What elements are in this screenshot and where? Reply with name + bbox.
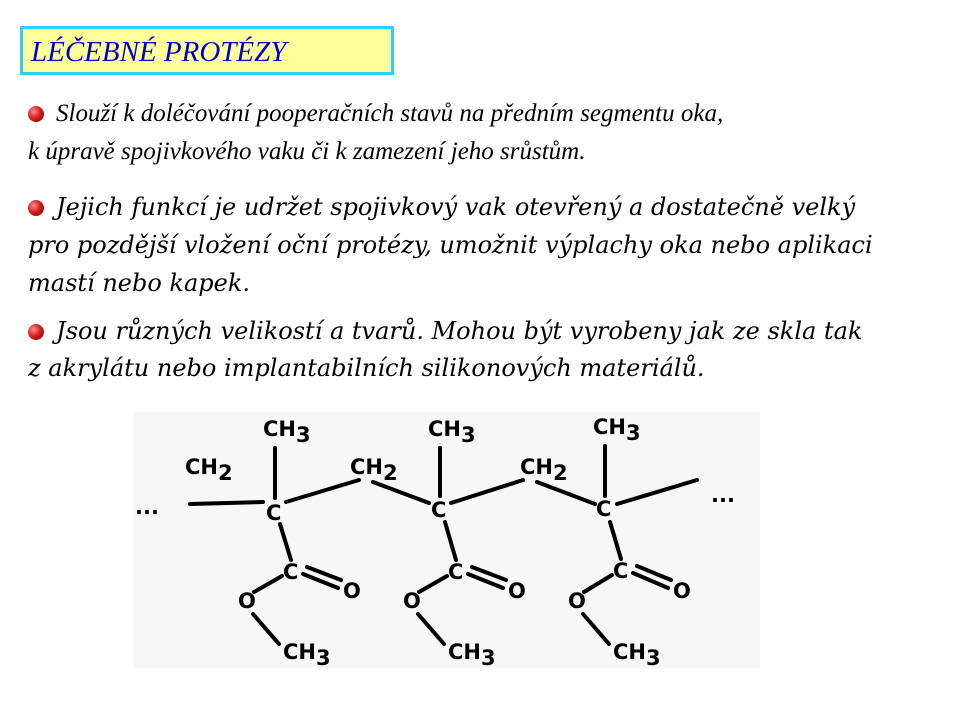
backbone-bond bbox=[286, 480, 359, 502]
quaternary-carbon: C bbox=[431, 498, 447, 522]
pmma-structure-diagram bbox=[133, 412, 760, 668]
paragraph-3-line-2: z akrylátu nebo implantabilních silikonových materiálů. bbox=[28, 354, 705, 382]
ch2-group: CH2 bbox=[520, 455, 568, 485]
ch3-bottom-group: CH3 bbox=[613, 640, 661, 668]
ch3-top-group: CH3 bbox=[263, 417, 311, 447]
ch2-group: CH2 bbox=[185, 455, 233, 485]
backbone-bond bbox=[537, 482, 595, 504]
carbonyl-oxygen: O bbox=[508, 579, 526, 603]
repeat-unit-1 bbox=[185, 417, 361, 668]
paragraph-2-line-1-text: Jejich funkcí je udržet spojivkový vak otevřený a dostatečně velký bbox=[56, 193, 856, 221]
carbonyl-carbon: C bbox=[283, 560, 299, 584]
paragraph-2 bbox=[28, 188, 943, 302]
ester-oxygen: O bbox=[238, 589, 256, 613]
carbonyl-oxygen: O bbox=[343, 579, 361, 603]
ester-oxygen: O bbox=[568, 589, 586, 613]
paragraph-3-line-1 bbox=[28, 313, 943, 350]
paragraph-3 bbox=[28, 313, 943, 387]
carbonyl-carbon: C bbox=[448, 560, 464, 584]
paragraph-2-line-2: pro pozdější vložení oční protézy, umožnit výplachy oka nebo aplikaci bbox=[28, 231, 873, 259]
paragraph-2-line-1 bbox=[28, 188, 943, 226]
title-box bbox=[20, 26, 394, 75]
backbone-bond bbox=[451, 480, 523, 503]
ch3-top-group: CH3 bbox=[428, 417, 476, 447]
ellipsis-left: ... bbox=[135, 495, 159, 519]
paragraph-1 bbox=[28, 95, 943, 171]
ch3-top-group: CH3 bbox=[593, 415, 641, 445]
bullet-icon bbox=[28, 200, 44, 216]
carbonyl-carbon: C bbox=[613, 559, 629, 583]
ch2-group: CH2 bbox=[350, 455, 398, 485]
bullet-icon bbox=[28, 106, 44, 122]
paragraph-1-line-1 bbox=[28, 95, 943, 133]
repeat-unit-2 bbox=[350, 417, 526, 668]
paragraph-1-line-1-text: Slouží k doléčování pooperačních stavů na předním segmentu oka, bbox=[56, 100, 724, 127]
ch3-bottom-group: CH3 bbox=[448, 640, 496, 668]
slide-title: LÉČEBNÉ PROTÉZY bbox=[31, 36, 287, 68]
quaternary-carbon: C bbox=[266, 501, 282, 525]
paragraph-3-line-1-text: Jsou různých velikostí a tvarů. Mohou být vyrobeny jak ze skla tak bbox=[56, 317, 863, 345]
bullet-icon bbox=[28, 324, 44, 340]
paragraph-1-line-2: k úpravě spojivkového vaku či k zamezení jeho srůstům. bbox=[28, 138, 586, 165]
repeat-unit-3 bbox=[520, 415, 691, 668]
ch3-bottom-group: CH3 bbox=[283, 640, 331, 668]
quaternary-carbon: C bbox=[596, 497, 612, 521]
carbonyl-oxygen: O bbox=[673, 579, 691, 603]
backbone-bond bbox=[373, 482, 429, 503]
ellipsis-right: ... bbox=[711, 483, 735, 507]
backbone-bond-left bbox=[190, 502, 263, 504]
ester-oxygen: O bbox=[403, 589, 421, 613]
paragraph-2-line-3: mastí nebo kapek. bbox=[28, 269, 251, 297]
backbone-bond-right bbox=[617, 480, 697, 504]
pmma-structure-svg bbox=[133, 412, 760, 668]
